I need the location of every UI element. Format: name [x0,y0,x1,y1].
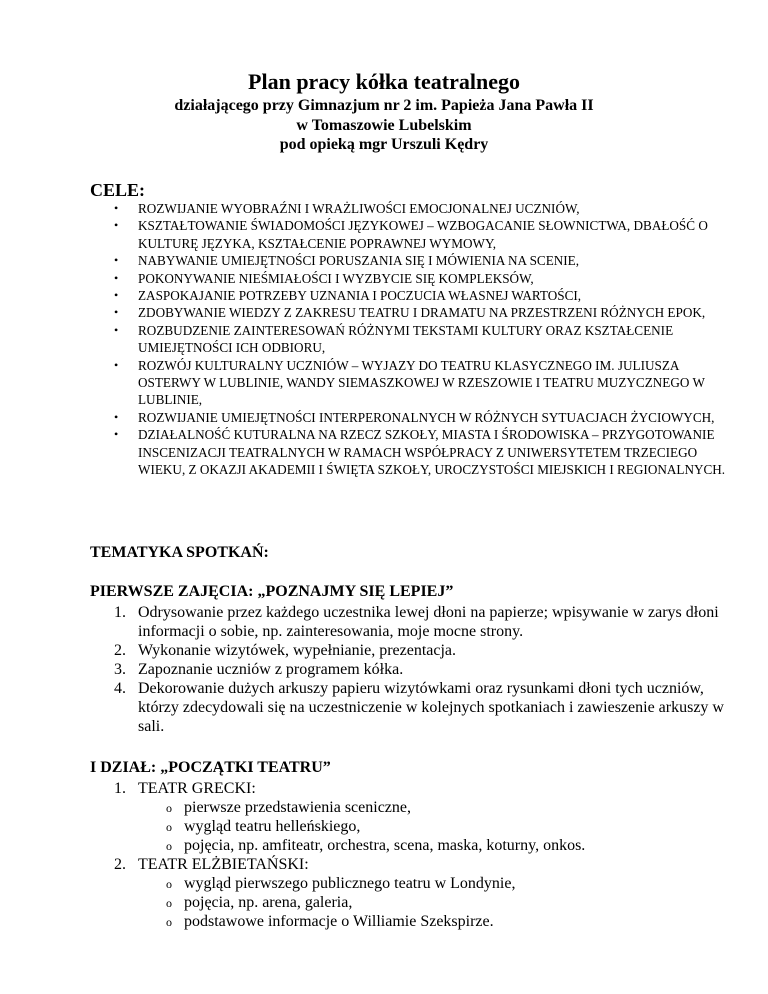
item-text: Zapoznanie uczniów z programem kółka. [138,661,404,678]
section-1-heading: I DZIAŁ: „POCZĄTKI TEATRU” [90,759,331,776]
bullet-icon: • [114,201,119,215]
item-text: Odrysowanie przez każdego uczestnika lewej dłoni na papierze; wpisywanie w zarys dłoni informacji o sobie, np. zainteresowania, moje mocne strony. [138,604,719,640]
item-number: 2. [114,856,126,873]
goal-text: DZIAŁALNOŚĆ KUTURALNA NA RZECZ SZKOŁY, MIASTA I ŚRODOWISKA – PRZYGOTOWANIE INSCENIZACJI TEATRALNYCH W RAMACH WSPÓŁPRACY Z UNIWERSYTETEM TRZECIEGO WIEKU, Z OKAZJI AKADEMII I ŚWIĘTA SZKOŁY, UROCZYSTOŚCI MIEJSKICH I REGIONALNYCH. [138,427,726,478]
goals-list [90,200,730,479]
section-1-list [90,779,730,931]
sub-item-text: pierwsze przedstawienia sceniczne, [184,799,411,816]
bullet-icon: • [114,218,119,233]
goals-heading: CELE: [90,180,146,200]
section-1-item [90,855,730,931]
goal-item [90,217,730,252]
document-subtitle-teacher: pod opieką mgr Urszuli Kędry [279,136,489,153]
sub-item [138,798,730,817]
first-meeting-heading: PIERWSZE ZAJĘCIA: „POZNAJMY SIĘ LEPIEJ” [90,583,454,600]
goal-item [90,304,730,321]
goal-text: ROZWIJANIE UMIEJĘTNOŚCI INTERPERONALNYCH W RÓŻNYCH SYTUACJACH ŻYCIOWYCH, [138,409,715,425]
item-number: 3. [114,661,126,678]
bullet-icon: • [114,288,119,303]
goal-text: ROZBUDZENIE ZAINTERESOWAŃ RÓŻNYMI TEKSTAMI KULTURY ORAZ KSZTAŁCENIE UMIEJĘTNOŚCI ICH ODBIORU, [138,322,674,356]
first-meeting-item [90,660,730,679]
item-number: 1. [114,780,126,797]
circle-bullet-icon: o [166,896,172,910]
goal-text: NABYWANIE UMIEJĘTNOŚCI PORUSZANIA SIĘ I MÓWIENIA NA SCENIE, [138,253,580,269]
goal-item [90,357,730,409]
circle-bullet-icon: o [166,877,172,891]
bullet-icon: • [114,305,119,320]
bullet-icon: • [114,322,119,337]
sub-item-text: wygląd teatru helleńskiego, [184,818,361,835]
goal-text: POKONYWANIE NIEŚMIAŁOŚCI I WYZBYCIE SIĘ KOMPLEKSÓW, [138,270,534,286]
item-text: Wykonanie wizytówek, wypełnianie, prezentacja. [138,642,457,659]
first-meeting-list [90,603,730,736]
sub-item-text: podstawowe informacje o Williamie Szekspirze. [184,913,494,930]
document-title: Plan pracy kółka teatralnego [248,69,520,94]
sub-item-text: pojęcia, np. arena, galeria, [184,894,353,911]
document-subtitle-school: działającego przy Gimnazjum nr 2 im. Papieża Jana Pawła II [174,97,594,114]
goal-text: KSZTAŁTOWANIE ŚWIADOMOŚCI JĘZYKOWEJ – WZBOGACANIE SŁOWNICTWA, DBAŁOŚĆ O KULTURĘ JĘZYKA, KSZTAŁCENIE POPRAWNEJ WYMOWY, [138,218,708,251]
topics-heading: TEMATYKA SPOTKAŃ: [90,544,269,561]
goal-item [90,287,730,304]
item-text: TEATR GRECKI: [138,780,256,797]
item-number: 2. [114,642,126,659]
bullet-icon: • [114,253,119,268]
bullet-icon: • [114,409,119,424]
item-text: Dekorowanie dużych arkuszy papieru wizytówkami oraz rysunkami dłoni tych uczniów, którzy zdecydowali się na uczestniczenie w kolejnych spotkaniach i zawieszenie arkuszy w sali. [138,680,724,735]
goal-text: ROZWIJANIE WYOBRAŹNI I WRAŻLIWOŚCI EMOCJONALNEJ UCZNIÓW, [138,201,580,216]
first-meeting-item [90,603,730,641]
goal-item [90,426,730,478]
circle-bullet-icon: o [166,820,172,834]
sub-item [138,817,730,836]
goal-item [90,252,730,269]
bullet-icon: • [114,427,119,442]
sub-item [138,874,730,893]
first-meeting-item [90,679,730,736]
item-number: 4. [114,680,126,697]
sub-item [138,912,730,931]
first-meeting-item [90,641,730,660]
item-number: 1. [114,604,126,621]
circle-bullet-icon: o [166,839,172,853]
goal-item [90,270,730,287]
section-1-item [90,779,730,855]
goal-item [90,200,730,217]
circle-bullet-icon: o [166,801,172,815]
document-subtitle-town: w Tomaszowie Lubelskim [296,117,472,134]
goal-text: ZASPOKAJANIE POTRZEBY UZNANIA I POCZUCIA WŁASNEJ WARTOŚCI, [138,288,582,304]
goal-item [90,409,730,426]
bullet-icon: • [114,270,119,285]
sub-item [138,893,730,912]
sub-item-text: pojęcia, np. amfiteatr, orchestra, scena, maska, koturny, onkos. [184,837,586,854]
circle-bullet-icon: o [166,915,172,929]
goal-text: ZDOBYWANIE WIEDZY Z ZAKRESU TEATRU I DRAMATU NA PRZESTRZENI RÓŻNYCH EPOK, [138,305,706,321]
sub-list [138,874,730,931]
item-text: TEATR ELŻBIETAŃSKI: [138,856,309,873]
bullet-icon: • [114,357,119,372]
goal-item [90,322,730,357]
sub-list [138,798,730,855]
sub-item-text: wygląd pierwszego publicznego teatru w Londynie, [184,875,516,892]
goal-text: ROZWÓJ KULTURALNY UCZNIÓW – WYJAZY DO TEATRU KLASYCZNEGO IM. JULIUSZA OSTERWY W LUBLINIE, WANDY SIEMASZKOWEJ W RZESZOWIE I TEATRU MUZYCZNEGO W LUBLINIE, [138,357,705,408]
sub-item [138,836,730,855]
